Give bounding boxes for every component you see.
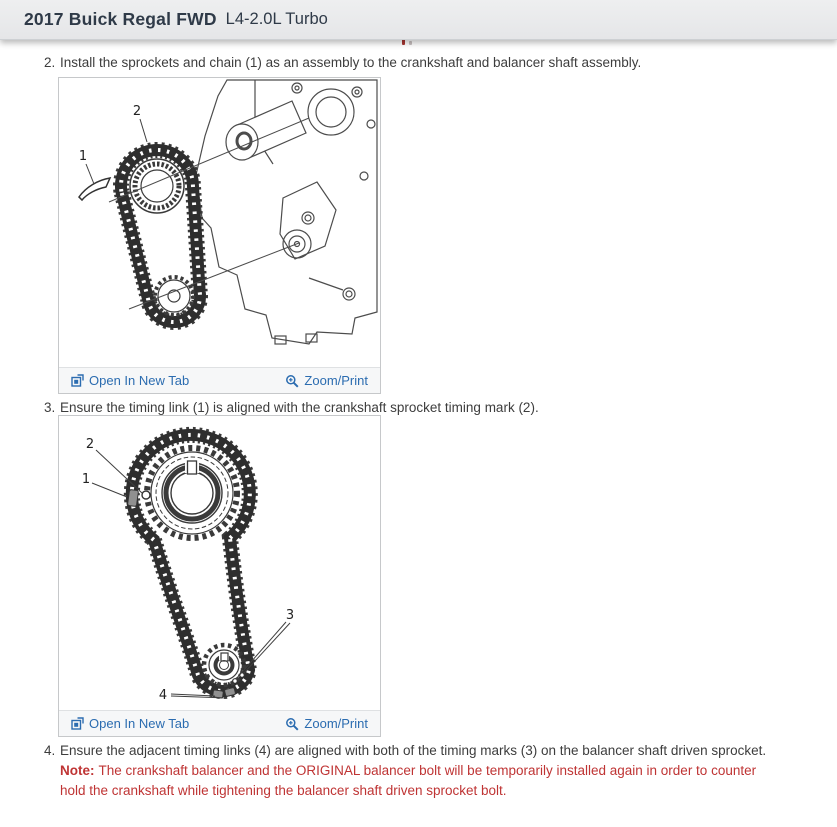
step-item-2 <box>44 53 772 73</box>
open-in-new-tab-link[interactable] <box>71 373 189 388</box>
open-in-new-tab-icon <box>71 374 84 387</box>
figure2-toolbar <box>59 710 380 736</box>
title-bar <box>0 0 837 40</box>
note-text: Note: The crankshaft balancer and the ORIGINAL balancer bolt will be temporarily installed again in order to counter hold the crankshaft while tightening the balancer shaft driven sprocket bolt. <box>60 763 757 798</box>
figure1-canvas <box>59 78 380 367</box>
figure1-diagram <box>59 78 380 367</box>
figure-sprocket-chain-install <box>58 77 381 394</box>
step-number: 4. <box>44 743 56 758</box>
engine-subtitle: L4-2.0L Turbo <box>225 10 328 28</box>
open-in-new-tab-link[interactable] <box>71 716 189 731</box>
step-item-4 <box>44 741 772 801</box>
figure2-callout-4: 4 <box>158 688 168 703</box>
step-text: Install the sprockets and chain (1) as an assembly to the crankshaft and balancer shaft assembly. <box>60 55 642 70</box>
step-text: Ensure the timing link (1) is aligned with the crankshaft sprocket timing mark (2). <box>60 400 539 415</box>
zoom-print-link[interactable] <box>285 716 368 731</box>
vehicle-title: 2017 Buick Regal FWD <box>24 9 217 29</box>
open-in-new-tab-icon <box>71 717 84 730</box>
figure1-callout-1: 1 <box>78 149 88 164</box>
zoom-print-label: Zoom/Print <box>304 373 368 388</box>
zoom-icon <box>285 374 299 388</box>
open-in-new-tab-label: Open In New Tab <box>89 373 190 388</box>
zoom-print-link[interactable] <box>285 373 368 388</box>
figure-timing-mark-alignment <box>58 415 381 737</box>
zoom-icon <box>285 717 299 731</box>
step-number: 3. <box>44 400 56 415</box>
open-in-new-tab-label: Open In New Tab <box>89 716 190 731</box>
clipped-text-remnant <box>409 41 412 45</box>
figure2-callout-1: 1 <box>81 472 91 487</box>
figure1-callout-2: 2 <box>132 104 142 119</box>
note-label: Note: <box>60 763 95 778</box>
step-text: Ensure the adjacent timing links (4) are aligned with both of the timing marks (3) on the balancer shaft driven sprocket. <box>60 743 767 758</box>
step-number: 2. <box>44 55 56 70</box>
figure2-callout-3: 3 <box>285 608 295 623</box>
figure2-diagram <box>59 416 380 710</box>
zoom-print-label: Zoom/Print <box>304 716 368 731</box>
figure2-callout-2: 2 <box>85 437 95 452</box>
figure1-toolbar <box>59 367 380 393</box>
figure2-canvas <box>59 416 380 710</box>
